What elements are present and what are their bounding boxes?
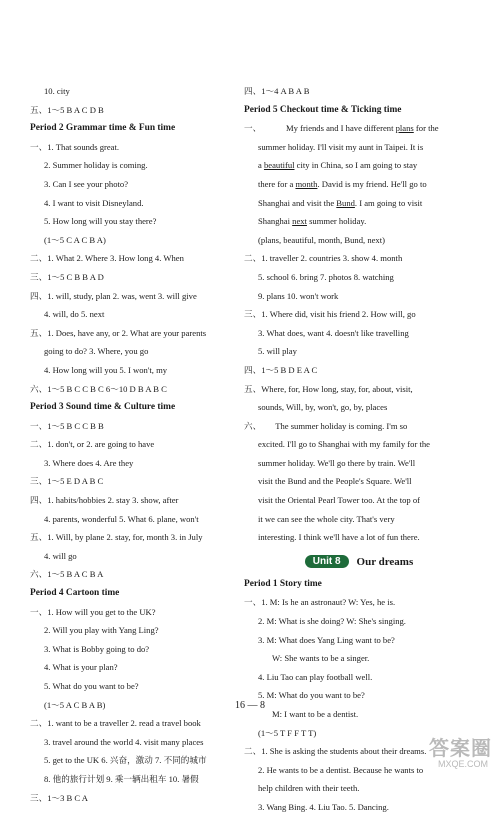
answer-line: 3. What is Bobby going to do? [44,643,150,654]
answer-word: next [292,216,307,227]
essay-number: 一、 [244,123,262,134]
answer-line: 4. parents, wonderful 5. What 6. plane, won't [44,513,199,524]
answer-line: 一、1～5 B C C B B [30,420,104,431]
answer-line: 4. will go [44,550,77,561]
answer-line: 5. M: What do you want to be? [258,690,365,701]
answer-line: 四、1～4 A B A B [244,86,310,96]
right-bottom-section [244,575,474,817]
unit-heading [244,549,474,575]
answer-line: 三、1～3 B C A [30,792,89,803]
left-column [30,82,230,807]
composition-line: visit the Oriental Pearl Tower too. At the top of [258,495,421,506]
answer-line: 2. Will you play with Yang Ling? [44,625,159,636]
answer-line: M: I want to be a dentist. [272,709,359,719]
answer-line: 3. What does, want 4. doesn't like travelling [258,327,409,338]
answer-line: 10. city [44,86,70,96]
answer-line: 2. M: What is she doing? W: She's singing. [258,616,406,627]
answer-line: 5. get to the UK 6. 兴奋，激动 7. 不同的城市 [44,755,207,766]
answer-line: 五、Where, for, How long, stay, for, about, visit, [244,383,413,394]
answer-line: 3. travel around the world 4. visit many places [44,736,204,747]
watermark-url: MXQE.COM [437,759,488,769]
answer-line: (1～5 C A C B A) [44,234,106,245]
unit-title: Our dreams [356,555,414,568]
essay-line: there for a month. David is my friend. He'll go to [258,178,427,189]
answer-line: 5. will play [258,346,297,357]
answer-line: 一、1. M: Is he an astronaut? W: Yes, he is. [244,597,396,608]
answer-line: 8. 他的旅行计划 9. 乘一辆出租车 10. 暑假 [44,773,199,784]
answer-line: 5. How long will you stay there? [44,216,157,227]
answer-line: 五、1. Will, by plane 2. stay, for, month 3. in July [30,532,203,543]
answer-line: 五、1. Does, have any, or 2. What are your parents [30,327,207,338]
answer-word: month [295,178,318,189]
answer-line: 四、1. will, study, plan 2. was, went 3. will give [30,290,197,301]
answer-line: 五、1～5 B A C D B [30,104,104,115]
unit-badge: Unit 8 [305,555,349,568]
answer-line: 四、1～5 B D E A C [244,364,318,375]
answer-line: (1～5 T F F T T) [258,727,317,738]
answer-line: (1～5 A C B A B) [44,699,106,710]
answer-line: 4. Liu Tao can play football well. [258,671,373,682]
answer-line: 5. What do you want to be? [44,681,139,691]
answer-word: beautiful [263,160,295,171]
answer-line: 4. will, do 5. next [44,309,105,320]
period5-composition [244,417,474,547]
answer-line: 一、1. How will you get to the UK? [30,606,156,617]
composition-line: visit the Bund and the People's Square. We'll [258,476,412,487]
answer-line: 4. How long will you 5. I won't, my [44,364,168,375]
answer-line: 三、1. Where did, visit his friend 2. How will, go [244,309,416,320]
composition-line: interesting. I think we'll have a lot of fun there. [258,532,420,543]
answer-line: 9. plans 10. won't work [258,290,339,301]
answer-line: 2. He wants to be a dentist. Because he wants to [258,764,424,775]
answer-line: 三、1～5 C B B A D [30,271,104,282]
section-heading: Period 5 Checkout time & Ticking time [244,104,402,115]
answer-line: 3. Where does 4. Are they [44,457,134,468]
answer-line: 5. school 6. bring 7. photos 8. watching [258,271,394,282]
watermark-logo: 答案圈 [429,738,492,760]
answer-line: 4. I want to visit Disneyland. [44,197,144,208]
essay-line: Shanghai and visit the Bund. I am going to visit [258,197,423,208]
essay-line: summer holiday. I'll visit my aunt in Taipei. It is [258,141,424,152]
right-mid-section [244,249,474,416]
composition-line: 六、 The summer holiday is coming. I'm so [244,420,408,431]
answer-line: 3. Can I see your photo? [44,178,129,189]
answer-line: 4. What is your plan? [44,662,118,673]
composition-line: it we can see the whole city. That's very [258,513,395,524]
essay-line: a beautiful city in China, so I am going to stay [258,160,418,171]
right-top-section [244,82,474,119]
answer-line: 二、1. traveller 2. countries 3. show 4. month [244,253,403,264]
answer-line: 二、1. What 2. Where 3. How long 4. When [30,253,184,264]
answer-line: 二、1. want to be a traveller 2. read a travel book [30,718,201,729]
section-heading: Period 1 Story time [244,578,322,589]
answer-line: 2. Summer holiday is coming. [44,160,148,171]
essay-line: Shanghai next summer holiday. [258,216,367,227]
page-number: 16 — 8 [235,700,265,711]
answer-line: 3. M: What does Yang Ling want to be? [258,634,395,645]
answer-line: help children with their teeth. [258,783,360,794]
section-heading: Period 3 Sound time & Culture time [30,402,176,413]
period5-essay [244,119,474,138]
section-heading: Period 4 Cartoon time [30,588,120,599]
answer-line: 二、1. don't, or 2. are going to have [30,439,155,450]
composition-line: excited. I'll go to Shanghai with my family for the [258,439,430,450]
answer-line: 六、1～5 B A C B A [30,569,104,580]
answer-line: 三、1～5 E D A B C [30,476,104,487]
essay-line: (plans, beautiful, month, Bund, next) [258,234,385,245]
answer-line: 四、1. habits/hobbies 2. stay 3. show, after [30,495,179,506]
composition-line: summer holiday. We'll go there by train. We'll [258,457,416,468]
answer-line: going to do? 3. Where, you go [44,346,149,357]
answer-line: sounds, Will, by, won't, go, by, places [258,402,388,413]
answer-line: 二、1. She is asking the students about their dreams. [244,746,427,757]
answer-word: Bund [336,197,355,208]
answer-line: 一、1. That sounds great. [30,141,120,152]
answer-line: 六、1～5 B C C B C 6～10 D B A B C [30,383,167,394]
essay-line: My friends and I have different plans for the [286,123,439,134]
answer-line: W: She wants to be a singer. [272,653,370,664]
section-heading: Period 2 Grammar time & Fun time [30,123,176,134]
answer-line: 3. Wang Bing. 4. Liu Tao. 5. Dancing. [258,801,389,812]
answer-word: plans [395,123,414,134]
